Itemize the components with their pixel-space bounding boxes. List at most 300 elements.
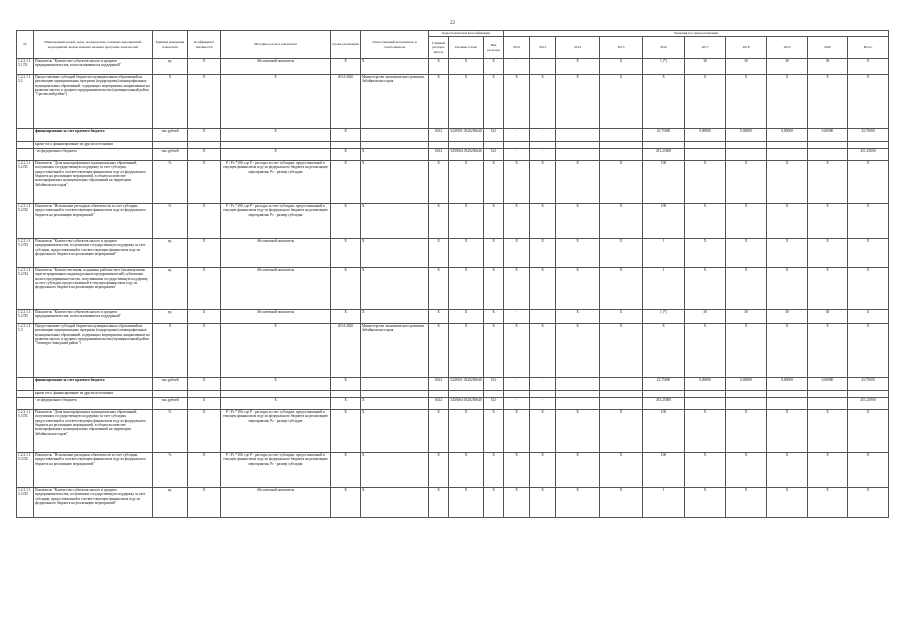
row-year-value: Х bbox=[600, 268, 643, 310]
row-year-value: Х bbox=[556, 268, 600, 310]
row-year-value bbox=[685, 391, 726, 398]
row-year-value bbox=[726, 149, 767, 161]
row-total: 23,75000 bbox=[848, 129, 889, 142]
col-term: Сроки реализации bbox=[331, 31, 361, 59]
row-term: Х bbox=[331, 378, 361, 391]
row-method: Абсолютный показатель bbox=[221, 268, 331, 310]
row-year-value bbox=[530, 142, 556, 149]
row-year-value: Х bbox=[504, 204, 530, 239]
row-expense-type: Х bbox=[484, 453, 504, 488]
row-term: Х bbox=[331, 129, 361, 142]
row-responsible: Х bbox=[361, 310, 429, 324]
table-row bbox=[17, 239, 889, 268]
row-term: Х bbox=[331, 453, 361, 488]
row-year-value: Х bbox=[767, 268, 808, 310]
row-target-article: 5228101 0320250640 bbox=[449, 129, 484, 142]
row-year-value: Х bbox=[556, 239, 600, 268]
row-target-article: Х bbox=[449, 268, 484, 310]
row-year-value: Х bbox=[808, 453, 848, 488]
row-target-article bbox=[449, 142, 484, 149]
row-year-value bbox=[600, 129, 643, 142]
row-year-value bbox=[504, 391, 530, 398]
row-unit: тыс.рублей bbox=[153, 149, 188, 161]
row-year-value bbox=[530, 310, 556, 324]
row-responsible: Х bbox=[361, 410, 429, 453]
row-method: Х bbox=[221, 378, 331, 391]
col-total: Итого bbox=[848, 37, 889, 59]
row-coef: Х bbox=[188, 398, 221, 410]
row-term: Х bbox=[331, 488, 361, 518]
row-year-value: Х bbox=[767, 324, 808, 378]
table-row bbox=[17, 161, 889, 204]
row-year-value: Х bbox=[685, 75, 726, 129]
row-year-value bbox=[600, 149, 643, 161]
row-expense-type bbox=[484, 391, 504, 398]
row-year-value: 0,00000 bbox=[767, 129, 808, 142]
row-year-value: Х bbox=[530, 324, 556, 378]
row-year-value: Х bbox=[600, 204, 643, 239]
row-budget-manager: Х bbox=[429, 204, 449, 239]
row-method bbox=[221, 142, 331, 149]
row-year-value: Х bbox=[556, 161, 600, 204]
row-term: Х bbox=[331, 410, 361, 453]
col-resp: Ответственный исполнитель и соисполнитель bbox=[361, 31, 429, 59]
row-name: Показатель "Количество субъектов малого и среднего предпринимательства, воспользовавшихся поддержкой" bbox=[34, 310, 153, 324]
row-total: Х bbox=[848, 204, 889, 239]
row-year-value: - bbox=[504, 149, 530, 161]
row-year-value: 451,25000 bbox=[643, 149, 685, 161]
row-year-value: Х bbox=[530, 488, 556, 518]
col-coef: Коэффициент значимости bbox=[188, 31, 221, 59]
row-total: Х bbox=[848, 310, 889, 324]
row-year-value bbox=[726, 142, 767, 149]
row-term bbox=[331, 391, 361, 398]
row-unit: % bbox=[153, 453, 188, 488]
row-year-value: Х bbox=[726, 453, 767, 488]
row-method: Х bbox=[221, 398, 331, 410]
table-row bbox=[17, 75, 889, 129]
row-year-value: 30 bbox=[726, 59, 767, 75]
row-number: 1.2.2.1.15.2 П2 bbox=[17, 204, 34, 239]
table-row bbox=[17, 410, 889, 453]
row-name: - из федерального бюджета bbox=[34, 398, 153, 410]
row-target-article: Х bbox=[449, 204, 484, 239]
row-responsible: Х bbox=[361, 239, 429, 268]
row-year-value: Х bbox=[767, 75, 808, 129]
row-unit: ед. bbox=[153, 239, 188, 268]
row-target-article: Х bbox=[449, 453, 484, 488]
row-year-value: - bbox=[530, 378, 556, 391]
row-year-value bbox=[767, 149, 808, 161]
row-year-value: Х bbox=[808, 488, 848, 518]
row-year-value bbox=[808, 142, 848, 149]
row-target-article: 5228101 0320250640 bbox=[449, 378, 484, 391]
table-row bbox=[17, 398, 889, 410]
row-coef: Х bbox=[188, 129, 221, 142]
row-number: 1.2.2.1.15.2 П5 bbox=[17, 310, 34, 324]
row-year-value: Х bbox=[556, 204, 600, 239]
row-year-value bbox=[767, 391, 808, 398]
row-budget-manager: Х bbox=[429, 59, 449, 75]
row-year-value: Х bbox=[685, 239, 726, 268]
col-year-2013: 2013 bbox=[530, 37, 556, 59]
row-total: Х bbox=[848, 453, 889, 488]
row-target-article: Х bbox=[449, 324, 484, 378]
row-year-value: Х bbox=[556, 75, 600, 129]
row-number: 1.2.2.1.15.2 bbox=[17, 75, 34, 129]
row-year-value: 100 bbox=[643, 161, 685, 204]
row-year-value bbox=[530, 391, 556, 398]
col-year-2017: 2017 bbox=[685, 37, 726, 59]
row-coef: Х bbox=[188, 59, 221, 75]
row-method: Х bbox=[221, 324, 331, 378]
row-number bbox=[17, 129, 34, 142]
row-year-value: - bbox=[504, 378, 530, 391]
col-name: Наименование целей, задач, подпрограмм, основных мероприятий, мероприятий, ведомственных целевых программ, показателей bbox=[34, 31, 153, 59]
row-coef: Х bbox=[188, 410, 221, 453]
row-target-article: 3455064 0320250640 bbox=[449, 398, 484, 410]
row-number: 1.2.2.1.15.2 П4 bbox=[17, 268, 34, 310]
row-year-value: Х bbox=[556, 310, 600, 324]
row-target-article: Х bbox=[449, 75, 484, 129]
row-unit: тыс.рублей bbox=[153, 378, 188, 391]
col-budget-group: Коды бюджетной классификации bbox=[429, 31, 504, 37]
row-responsible: Х bbox=[361, 161, 429, 204]
row-year-value: Х bbox=[504, 239, 530, 268]
row-year-value bbox=[808, 391, 848, 398]
row-year-value: Х bbox=[726, 161, 767, 204]
row-year-value bbox=[600, 391, 643, 398]
col-budget-1: Целевая статья bbox=[449, 37, 484, 59]
row-number bbox=[17, 142, 34, 149]
row-name: Предоставление субсидий бюджетам муниципальных образований на реализацию муниципальных программ (подпрограмм) монопрофильных муниципальных образований, содержащих мероприятия, направленные на развитие малого и среднего предпринимательства (муниципальный район "Сретенский район") bbox=[34, 75, 153, 129]
row-year-value: Х bbox=[530, 75, 556, 129]
row-year-value: Х bbox=[685, 161, 726, 204]
row-method: Р / Рс *100, где Р - расходы за счет субсидии, предоставленной в текущем финансовом году из федерального бюджета на реализацию мероприятия, Рс - размер субсидии bbox=[221, 204, 331, 239]
row-number: 1.2.2.1.15.3 bbox=[17, 324, 34, 378]
row-target-article: Х bbox=[449, 59, 484, 75]
row-total: Х bbox=[848, 161, 889, 204]
row-year-value: Х bbox=[685, 410, 726, 453]
row-budget-manager: Х bbox=[429, 488, 449, 518]
row-term: Х bbox=[331, 59, 361, 75]
row-year-value bbox=[600, 142, 643, 149]
row-unit: тыс.рублей bbox=[153, 398, 188, 410]
row-year-value: 30 bbox=[726, 310, 767, 324]
row-year-value: 23,75000 bbox=[643, 378, 685, 391]
row-budget-manager: Х bbox=[429, 310, 449, 324]
row-responsible: Х bbox=[361, 398, 429, 410]
row-term: Х bbox=[331, 310, 361, 324]
row-responsible bbox=[361, 378, 429, 391]
row-name: Показатель "Количество субъектов малого и среднего предпринимательства, воспользовавшихся поддержкой" bbox=[34, 59, 153, 75]
row-year-value: Х bbox=[556, 324, 600, 378]
row-total: 23,75000 bbox=[848, 378, 889, 391]
row-year-value: 30 bbox=[808, 59, 848, 75]
col-no: № bbox=[17, 31, 34, 59]
row-method: Р / Рс *100, где Р - расходы за счет субсидии, предоставленной в текущем финансовом году из федерального бюджета на реализацию мероприятия, Рс - размер субсидии bbox=[221, 410, 331, 453]
table-row bbox=[17, 453, 889, 488]
row-year-value: - bbox=[504, 398, 530, 410]
row-year-value: 100 bbox=[643, 453, 685, 488]
row-year-value bbox=[556, 142, 600, 149]
row-year-value: Х bbox=[726, 75, 767, 129]
row-name: Показатель "Исполнение расходных обязательств за счет субсидии, предоставленной в соответствующем финансовом году из федерального бюджета на реализацию мероприятий" bbox=[34, 453, 153, 488]
row-method: Абсолютный показатель bbox=[221, 488, 331, 518]
row-year-value: Х bbox=[808, 324, 848, 378]
row-year-value bbox=[600, 398, 643, 410]
row-unit bbox=[153, 391, 188, 398]
row-year-value: 0,00000 bbox=[767, 378, 808, 391]
row-year-value: Х bbox=[600, 410, 643, 453]
row-target-article: Х bbox=[449, 239, 484, 268]
row-target-article bbox=[449, 391, 484, 398]
row-unit: ед. bbox=[153, 310, 188, 324]
col-unit: Единица измерения показателя bbox=[153, 31, 188, 59]
row-name: финансирование за счет краевого бюджета bbox=[34, 378, 153, 391]
col-year-2020: 2020 bbox=[808, 37, 848, 59]
row-year-value: Х bbox=[767, 488, 808, 518]
row-year-value: 30 bbox=[767, 310, 808, 324]
row-total: Х bbox=[848, 324, 889, 378]
row-target-article: Х bbox=[449, 310, 484, 324]
row-year-value: Х bbox=[504, 324, 530, 378]
row-budget-manager: 0412 bbox=[429, 149, 449, 161]
table-row bbox=[17, 204, 889, 239]
row-number: 1.2.2.1.15.3 П3 bbox=[17, 488, 34, 518]
row-expense-type: Х bbox=[484, 75, 504, 129]
row-year-value: 0,00000 bbox=[685, 129, 726, 142]
row-responsible: Министерство экономического развития Забайкальского края bbox=[361, 75, 429, 129]
row-method: Х bbox=[221, 149, 331, 161]
col-year-2018: 2018 bbox=[726, 37, 767, 59]
row-year-value: 1 bbox=[643, 488, 685, 518]
row-name: финансирование за счет краевого бюджета bbox=[34, 129, 153, 142]
row-budget-manager: Х bbox=[429, 161, 449, 204]
row-total: Х bbox=[848, 75, 889, 129]
row-year-value: 1 bbox=[643, 268, 685, 310]
row-name: кроме того, финансирование из других источников bbox=[34, 142, 153, 149]
table-row bbox=[17, 149, 889, 161]
row-term: Х bbox=[331, 268, 361, 310]
row-number bbox=[17, 398, 34, 410]
row-year-value bbox=[726, 391, 767, 398]
row-coef: Х bbox=[188, 378, 221, 391]
row-year-value bbox=[643, 391, 685, 398]
row-year-value: 1 bbox=[643, 239, 685, 268]
row-year-value: Х bbox=[808, 410, 848, 453]
row-budget-manager: 0412 bbox=[429, 378, 449, 391]
row-year-value: 30 bbox=[767, 59, 808, 75]
row-expense-type: 521 bbox=[484, 129, 504, 142]
row-year-value: Х bbox=[808, 268, 848, 310]
row-total: 451,25000 bbox=[848, 398, 889, 410]
row-name: Показатель "Исполнение расходных обязательств за счет субсидии, предоставленной в соответствующем финансовом году из федерального бюджета на реализацию мероприятий" bbox=[34, 204, 153, 239]
row-budget-manager: 0412 bbox=[429, 398, 449, 410]
table-row bbox=[17, 378, 889, 391]
row-term: 2014-2020 bbox=[331, 75, 361, 129]
row-term: 2014-2020 bbox=[331, 324, 361, 378]
row-method: Р / Рс *100, где Р - расходы за счет субсидии, предоставленной в текущем финансовом году из федерального бюджета на реализацию мероприятия, Рс - размер субсидии bbox=[221, 453, 331, 488]
row-year-value bbox=[556, 398, 600, 410]
col-year-2012: 2012 bbox=[504, 37, 530, 59]
row-year-value: Х bbox=[504, 488, 530, 518]
row-total: Х bbox=[848, 239, 889, 268]
row-number bbox=[17, 378, 34, 391]
row-budget-manager bbox=[429, 142, 449, 149]
row-year-value: Х bbox=[504, 453, 530, 488]
row-unit: % bbox=[153, 410, 188, 453]
row-year-value: Х bbox=[504, 268, 530, 310]
row-total: Х bbox=[848, 410, 889, 453]
row-year-value: Х bbox=[808, 75, 848, 129]
col-year-2014: 2014 bbox=[556, 37, 600, 59]
row-year-value: Х bbox=[685, 453, 726, 488]
row-year-value: Х bbox=[556, 453, 600, 488]
row-year-value: 30 bbox=[808, 310, 848, 324]
row-responsible: Министерство экономического развития Забайкальского края bbox=[361, 324, 429, 378]
row-year-value: Х bbox=[556, 488, 600, 518]
table-row bbox=[17, 142, 889, 149]
row-name: Показатель "Количество субъектов малого и среднего предпринимательства, получивших государственную поддержку за счет субсидии, предоставленной в соответствующем финансовом году из федерального бюджета на реализацию мероприятий" bbox=[34, 239, 153, 268]
row-coef: Х bbox=[188, 149, 221, 161]
row-unit: ед. bbox=[153, 268, 188, 310]
row-year-value bbox=[643, 142, 685, 149]
row-method bbox=[221, 391, 331, 398]
row-expense-type: Х bbox=[484, 239, 504, 268]
row-target-article: Х bbox=[449, 161, 484, 204]
row-year-value: Х bbox=[685, 488, 726, 518]
row-unit: тыс.рублей bbox=[153, 129, 188, 142]
row-coef: Х bbox=[188, 453, 221, 488]
row-year-value bbox=[685, 149, 726, 161]
row-budget-manager: Х bbox=[429, 239, 449, 268]
row-year-value: Х bbox=[504, 161, 530, 204]
row-expense-type bbox=[484, 142, 504, 149]
row-method: Х bbox=[221, 129, 331, 142]
row-coef: Х bbox=[188, 324, 221, 378]
row-coef bbox=[188, 391, 221, 398]
row-expense-type: Х bbox=[484, 324, 504, 378]
row-total: Х bbox=[848, 268, 889, 310]
row-year-value: Х bbox=[600, 75, 643, 129]
row-total bbox=[848, 391, 889, 398]
col-year-2016: 2016 bbox=[643, 37, 685, 59]
row-unit: Х bbox=[153, 75, 188, 129]
row-year-value: - bbox=[504, 310, 530, 324]
col-budget-0: Главный распоря-дитель bbox=[429, 37, 449, 59]
row-year-value: 1 (*) bbox=[643, 310, 685, 324]
row-name: кроме того, финансирование из других источников bbox=[34, 391, 153, 398]
row-coef bbox=[188, 142, 221, 149]
row-name: Показатель "Количество субъектов малого и среднего предпринимательства, получивших государственную поддержку за счет субсидии, предоставленной в соответствующем финансовом году из федерального бюджета на реализацию мероприятий" bbox=[34, 488, 153, 518]
row-number: 1.2.2.1.15.3 П1 bbox=[17, 410, 34, 453]
row-unit: ед. bbox=[153, 488, 188, 518]
row-year-value: Х bbox=[726, 488, 767, 518]
row-year-value: Х bbox=[643, 75, 685, 129]
row-method: Абсолютный показатель bbox=[221, 239, 331, 268]
row-year-value: Х bbox=[726, 410, 767, 453]
row-year-value bbox=[556, 378, 600, 391]
row-year-value bbox=[808, 149, 848, 161]
row-year-value bbox=[530, 59, 556, 75]
row-year-value: Х bbox=[726, 239, 767, 268]
row-total: 451,25000 bbox=[848, 149, 889, 161]
row-year-value: - bbox=[530, 149, 556, 161]
row-year-value: Х bbox=[600, 453, 643, 488]
table-row bbox=[17, 310, 889, 324]
row-year-value bbox=[556, 149, 600, 161]
row-year-value: 0,00000 bbox=[808, 378, 848, 391]
row-responsible: Х bbox=[361, 488, 429, 518]
row-method: Р / Рс *100, где Р - расходы за счет субсидии, предоставленной в текущем финансовом году из федерального бюджета на реализацию мероприятия, Рс - размер субсидии bbox=[221, 161, 331, 204]
row-name: Показатель "Доля монопрофильных муниципальных образований, получивших государственную поддержку за счет субсидии, предоставленной в соответствующем финансовом году из федерального бюджета на реализацию мероприятий, в общем количестве монопрофильных муниципальных образований на территории Забайкальского края" bbox=[34, 161, 153, 204]
row-budget-manager: 0412 bbox=[429, 129, 449, 142]
row-coef: Х bbox=[188, 204, 221, 239]
row-year-value: Х bbox=[685, 324, 726, 378]
row-coef: Х bbox=[188, 239, 221, 268]
row-coef: Х bbox=[188, 161, 221, 204]
row-name: Показатель "Доля монопрофильных муниципальных образований, получивших государственную поддержку за счет субсидии, предоставленной в соответствующем финансовом году из федерального бюджета на реализацию мероприятий, в общем количестве монопрофильных муниципальных образований на территории Забайкальского края" bbox=[34, 410, 153, 453]
row-year-value: Х bbox=[767, 204, 808, 239]
program-indicators-table bbox=[16, 30, 889, 518]
row-budget-manager: Х bbox=[429, 453, 449, 488]
row-year-value: Х bbox=[726, 204, 767, 239]
row-unit: Х bbox=[153, 324, 188, 378]
row-budget-manager bbox=[429, 391, 449, 398]
row-number bbox=[17, 149, 34, 161]
row-coef: Х bbox=[188, 310, 221, 324]
row-year-value: Х bbox=[556, 410, 600, 453]
row-expense-type: Х bbox=[484, 161, 504, 204]
row-year-value: 0,00000 bbox=[685, 378, 726, 391]
row-target-article: Х bbox=[449, 410, 484, 453]
table-row bbox=[17, 391, 889, 398]
table-row bbox=[17, 59, 889, 75]
row-total: Х bbox=[848, 59, 889, 75]
row-expense-type: 521 bbox=[484, 378, 504, 391]
row-year-value: Х bbox=[767, 239, 808, 268]
row-expense-type: Х bbox=[484, 59, 504, 75]
row-budget-manager: Х bbox=[429, 268, 449, 310]
row-name: Предоставление субсидий бюджетам муниципальных образований на реализацию муниципальных программ (подпрограмм) монопрофильных муниципальных образований, содержащих мероприятия, направленные на развитие малого и среднего предпринимательства (муниципальный район "Газимуро-Заводский район") bbox=[34, 324, 153, 378]
col-budget-2: Вид расходов bbox=[484, 37, 504, 59]
row-year-value: Х bbox=[530, 453, 556, 488]
row-year-value: Х bbox=[600, 488, 643, 518]
row-year-value: 100 bbox=[643, 204, 685, 239]
row-method: Абсолютный показатель bbox=[221, 310, 331, 324]
row-number: 1.2.2.1.15.2 П3 bbox=[17, 239, 34, 268]
page-number: 22 bbox=[450, 21, 455, 26]
row-number bbox=[17, 391, 34, 398]
row-year-value: Х bbox=[685, 268, 726, 310]
row-year-value: Х bbox=[530, 239, 556, 268]
row-number: 1.2.2.1.15.3 П2 bbox=[17, 453, 34, 488]
row-year-value: Х bbox=[600, 161, 643, 204]
row-term: Х bbox=[331, 161, 361, 204]
row-year-value bbox=[767, 142, 808, 149]
row-term: Х bbox=[331, 204, 361, 239]
row-year-value: 30 bbox=[685, 59, 726, 75]
row-expense-type: Х bbox=[484, 310, 504, 324]
row-year-value: Х bbox=[600, 239, 643, 268]
row-term: Х bbox=[331, 398, 361, 410]
table-row bbox=[17, 268, 889, 310]
row-expense-type: 521 bbox=[484, 149, 504, 161]
row-name: Показатель "Количество вновь созданных рабочих мест (включая вновь зарегистрированных индивидуальных предпринимателей) субъектами малого предпринимательства, получившими государственную поддержку за счет субсидии, предоставленной в текущем финансовом году из федерального бюджета на реализацию мероприятия" bbox=[34, 268, 153, 310]
row-year-value: Х bbox=[600, 324, 643, 378]
row-term bbox=[331, 142, 361, 149]
